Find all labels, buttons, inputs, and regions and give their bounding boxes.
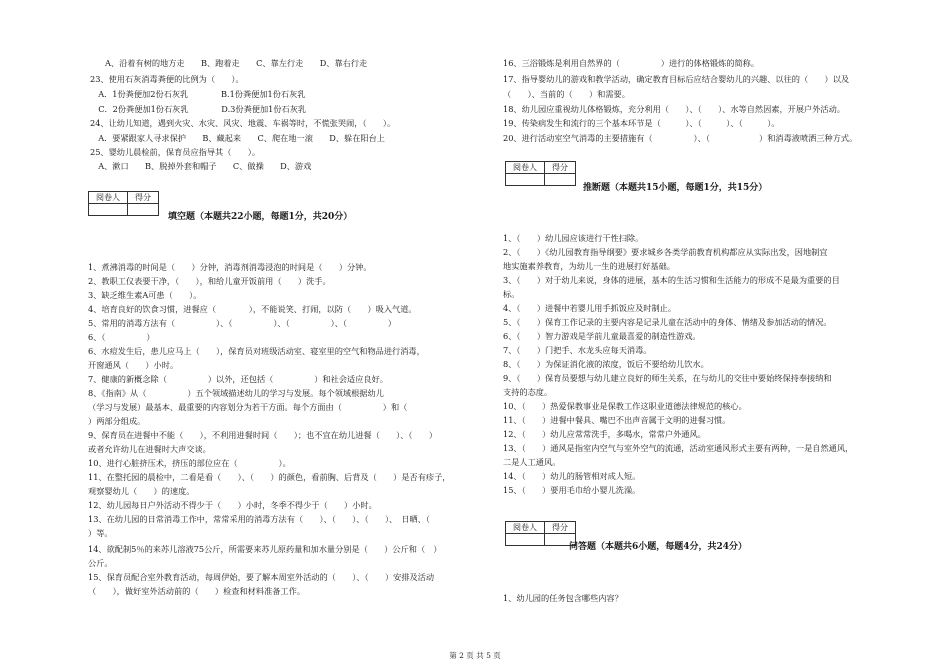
- text-line: C．2份粪便加1份石灰乳 D.3份粪便加1份石灰乳: [90, 104, 307, 114]
- text-line: 观察婴幼儿（ ）的速度。: [88, 486, 195, 496]
- text-line: 9、（ ）保育员要想与幼儿建立良好的师生关系，在与幼儿的交往中要始终保持奉接纳和: [503, 373, 832, 383]
- text-line: A、沿着有树的地方走 B、跑着走 C、靠左行走 D、靠右行走: [105, 58, 368, 68]
- qa-section-title: 问答题（本题共6小题，每题4分，共24分）: [569, 542, 748, 552]
- grader-cell: [506, 174, 545, 186]
- text-line: 3、（ ）对于幼儿来说，身体的进展，基本的生活习惯和生活能力的形成不是最为重要的目: [503, 275, 840, 285]
- judge-section-title: 推断题（本题共15小题，每题1分，共15分）: [583, 183, 768, 193]
- text-line: 二是人工通风。: [503, 457, 561, 467]
- text-line: 地实施素养教育，为幼儿一生的进展打好基础。: [503, 261, 675, 271]
- text-line: 8、《指南》从（ ）五个领域描述幼儿的学习与发展。每个领域根据幼儿: [88, 388, 384, 398]
- text-line: 12、幼儿园每日户外活动不得少于（ ）小时，冬季不得少于（ ）小时。: [88, 500, 377, 510]
- text-line: 4、（ ）进餐中若婴儿用手抓饭应及时制止。: [503, 303, 677, 313]
- text-line: 10、进行心脏挤压术，挤压的部位应在（ ）。: [88, 458, 291, 468]
- grader-label: 阅卷人: [89, 192, 128, 204]
- text-line: 19、传染病发生和流行的三个基本环节是（ ）、（ ）、（ ）。: [503, 118, 780, 128]
- text-line: 25、婴幼儿晨检前，保育员应指导其（ ）。: [90, 147, 261, 157]
- text-line: 18、幼儿园应重视幼儿体格锻炼，充分利用（ ）、（ ）、水等自然因素，开展户外活动。: [503, 104, 845, 114]
- text-line: ）等。: [88, 528, 113, 538]
- text-line: 15、（ ）要用毛巾给小婴儿洗澡。: [503, 485, 641, 495]
- text-line: 标。: [503, 289, 520, 299]
- text-line: A、漱口 B、脱掉外套和帽子 C、做操 D、游戏: [90, 161, 312, 171]
- text-line: 3、缺乏维生素A可患（ ）。: [88, 290, 202, 300]
- text-line: （ ）、当前的（ ）和需要。: [503, 89, 630, 99]
- score-cell: [545, 174, 576, 186]
- score-table: [505, 161, 576, 186]
- text-line: （ ），做好室外活动前的（ ）检查和材料准备工作。: [88, 586, 305, 596]
- text-line: 20、进行活动室空气消毒的主要措施有（ ）、（ ）和消毒液喷洒三种方式。: [503, 133, 858, 143]
- text-line: 13、（ ）通风是指室内空气与室外空气的流通，活动室通风形式主要有两种，一是自然通风，: [503, 443, 854, 453]
- text-line: 2、教职工仪表要干净，（ ），和给儿童开饭前用（ ）洗手。: [88, 276, 331, 286]
- text-line: ）两部分组成。: [88, 416, 146, 426]
- text-line: 14、（ ）幼儿的肠管相对成人短。: [503, 471, 641, 481]
- score-table: [88, 191, 159, 216]
- text-line: 或者允许幼儿在进餐时大声交谈。: [88, 444, 211, 454]
- score-cell: [128, 204, 159, 216]
- text-line: 2、（ ）《幼儿园教育指导纲要》要求城乡各类学前教育机构都应从实际出发，因地制宜: [503, 247, 828, 257]
- page-footer: 第 2 页 共 5 页: [449, 651, 501, 660]
- text-line: （学习与发展）最基本、最重要的内容划分为若干方面。每个方面由（ ）和（: [88, 402, 408, 412]
- text-line: 13、在幼儿园的日常消毒工作中，常常采用的消毒方法有（ ）、（ ）、（ ）、 日晒、（: [88, 514, 430, 524]
- text-line: 7、（ ）门把手、水龙头应每天消毒。: [503, 345, 652, 355]
- text-line: 支持的态度。: [503, 387, 553, 397]
- text-line: A．1份粪便加2份石灰乳 B.1份粪便加1份石灰乳: [90, 89, 306, 99]
- text-line: 14、欲配制5％的来苏儿溶液75公斤，所需要来苏儿原药量和加水量分别是（ ）公斤和（ ）: [88, 544, 442, 554]
- text-line: 10、（ ）热爱保教事业是保教工作这职业道德法律规范的核心。: [503, 401, 747, 411]
- text-line: 6、水痘发生后，患儿应马上（ ），保育员对班级活动室、寝室里的空气和物品进行消毒，: [88, 346, 425, 356]
- grader-label: 阅卷人: [506, 162, 545, 174]
- text-line: 1、幼儿园的任务包含哪些内容？: [503, 593, 623, 603]
- text-line: 16、三浴锻炼是利用自然界的（ ）进行的体格锻炼的简称。: [503, 58, 760, 68]
- text-line: 开窗通风（ ）小时。: [88, 360, 179, 370]
- text-line: 公斤。: [88, 558, 113, 568]
- text-line: 8、（ ）为保证消化液的浓度，饭后不要给幼儿饮水。: [503, 359, 709, 369]
- text-line: 24、让幼儿知道，遇到火灾、水灾、风灾、地震、车祸等时，不慌张哭闹，（ ）。: [90, 118, 396, 128]
- score-label: 得分: [545, 162, 576, 174]
- text-line: 7、健康的新概念除（ ）以外，还包括（ ）和社会适应良好。: [88, 374, 388, 384]
- fill-section-title: 填空题（本题共22小题，每题1分，共20分）: [168, 212, 353, 222]
- grader-cell: [506, 534, 545, 546]
- score-label: 得分: [545, 522, 576, 534]
- text-line: 17、指导婴幼儿的游戏和教学活动，确定教育目标后应结合婴幼儿的兴趣、以往的（ ）以及: [503, 74, 850, 84]
- text-line: 1、煮沸消毒的时间是（ ）分钟，消毒剂消毒浸泡的时间是（ ）分钟。: [88, 262, 372, 272]
- text-line: 23、使用石灰消毒粪便的比例为（ ）。: [90, 74, 244, 84]
- text-line: 15、保育员配合室外教育活动，每周伊始，要了解本周室外活动的（ ）、（ ）安排及活动: [88, 572, 435, 582]
- text-line: A．要紧跟家人寻求保护 B、藏起来 C、爬在地一滚 D、躲在阳台上: [90, 133, 385, 143]
- text-line: 11、（ ）进餐中餐具、嘴巴不出声音属于文明的进餐习惯。: [503, 415, 731, 425]
- text-line: 6、（ ）智力游戏是学前儿童最喜爱的制造性游戏。: [503, 331, 701, 341]
- score-label: 得分: [128, 192, 159, 204]
- grader-cell: [89, 204, 128, 216]
- text-line: 12、（ ）幼儿应常常洗手，多喝水，常常户外通风。: [503, 429, 706, 439]
- text-line: 5、（ ）保育工作记录的主要内容是记录儿童在活动中的身体、情绪及参加活动的情况。: [503, 317, 832, 327]
- score-table: [505, 521, 576, 546]
- text-line: 4、培育良好的饮食习惯，进餐应（ ），不能说笑、打闹，以防（ ）吸入气道。: [88, 304, 417, 314]
- text-line: 5、常用的消毒方法有（ ）、（ ）、（ ）、（ ）: [88, 318, 397, 328]
- text-line: 6、（ ）: [88, 332, 155, 342]
- text-line: 9、保育员在进餐中不能（ ），不利用进餐时间（ ）；也不宜在幼儿进餐（ ）、（ ）: [88, 430, 438, 440]
- text-line: 11、在整托园的晨检中，二看是看（ ）、（ ）的颜色，看前胸、后背及（ ）是否有疹子，: [88, 472, 451, 482]
- text-line: 1、（ ）幼儿园应该进行干性扫除。: [503, 233, 644, 243]
- grader-label: 阅卷人: [506, 522, 545, 534]
